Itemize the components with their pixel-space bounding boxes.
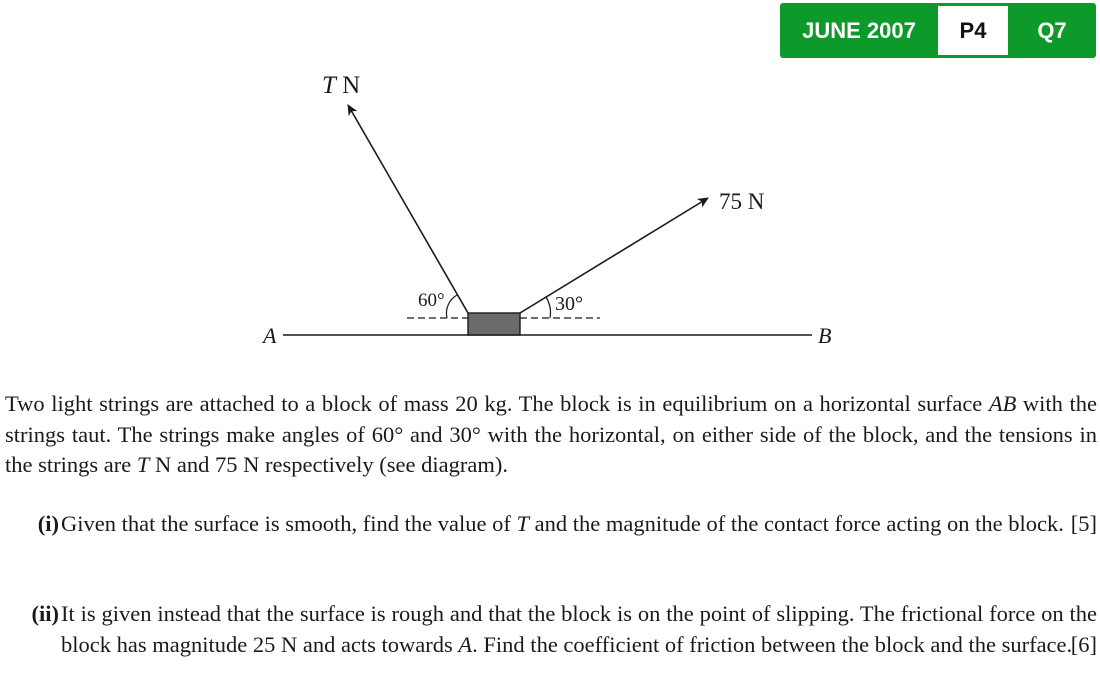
part-i-marks: [5] — [1070, 511, 1097, 536]
part-i-text: Given that the surface is smooth, find the value of T and the magnitude of the contact force acting on the block. — [61, 511, 1064, 536]
force-75-string — [520, 198, 708, 313]
tension-label: T N — [322, 72, 361, 99]
point-a-label: A — [263, 323, 277, 348]
block — [468, 313, 520, 335]
question-stem: Two light strings are attached to a block of mass 20 kg. The block is in equilibrium on a horizontal surface AB with the strings taut. The strings make angles of 60° and 30° with the horizontal, on either side of the block, and the tensions in the strings are T N and 75 N respectively (see diagram). — [5, 391, 1097, 477]
part-ii-text: It is given instead that the surface is rough and that the block is on the point of slipping. The frictional force on the block has magnitude 25 N and acts towards A. Find the coefficient of friction between the block and the surface. — [61, 601, 1097, 657]
part-i — [5, 509, 1097, 540]
question-number: Q7 — [1037, 18, 1067, 43]
point-b-label: B — [818, 323, 832, 348]
part-ii-marks: [6] — [1070, 631, 1097, 657]
angle-label-30: 30° — [555, 293, 583, 315]
tension-string — [348, 105, 468, 313]
part-ii — [5, 599, 1097, 660]
angle-label-60: 60° — [418, 290, 445, 311]
angle-arc-60 — [446, 295, 457, 318]
exam-date: JUNE 2007 — [802, 18, 916, 43]
force-label: 75 N — [719, 189, 765, 214]
angle-arc-30 — [546, 297, 550, 318]
paper-code: P4 — [938, 6, 1008, 55]
part-i-number: (i) — [37, 511, 59, 536]
part-ii-number: (ii) — [31, 601, 59, 626]
